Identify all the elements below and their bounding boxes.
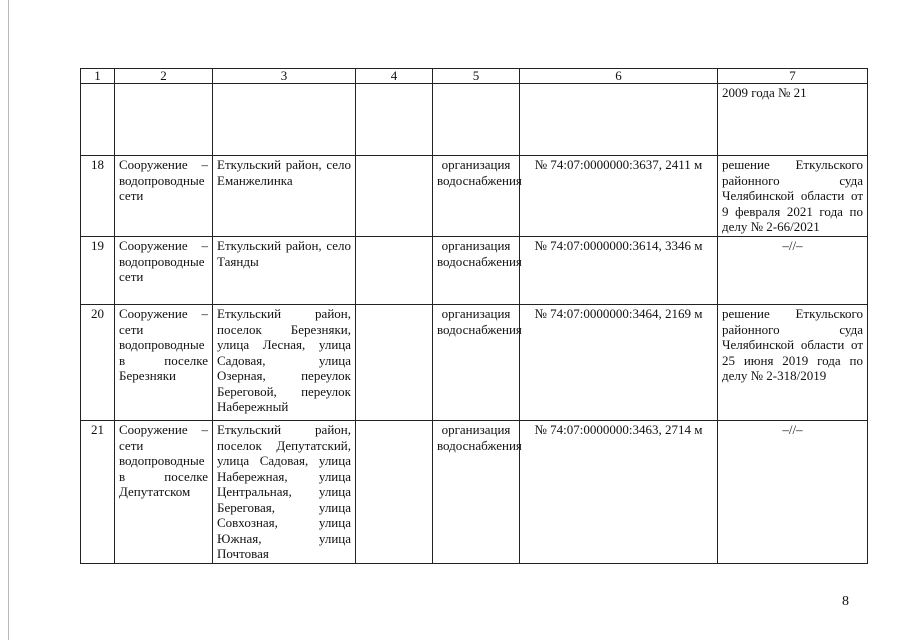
holder: организация водоснабжения bbox=[433, 237, 520, 305]
basis-document: решение Еткульского районного суда Челябинской области от 9 февраля 2021 года по делу № 2-66/2021 bbox=[718, 156, 868, 237]
holder: организация водоснабжения bbox=[433, 421, 520, 564]
object-name: Сооружение – сети водопроводные в поселке Березняки bbox=[115, 305, 213, 421]
column-4-cell bbox=[356, 237, 433, 305]
column-4-cell bbox=[356, 156, 433, 237]
cell-empty bbox=[213, 84, 356, 156]
holder: организация водоснабжения bbox=[433, 156, 520, 237]
header-cell-1: 1 bbox=[81, 69, 115, 84]
cell-empty bbox=[115, 84, 213, 156]
table-row bbox=[81, 237, 868, 305]
row-number: 21 bbox=[81, 421, 115, 564]
continuation-basis: 2009 года № 21 bbox=[718, 84, 868, 156]
basis-document: –//– bbox=[718, 237, 868, 305]
cadastral-number: № 74:07:0000000:3614, 3346 м bbox=[520, 237, 718, 305]
cell-empty bbox=[81, 84, 115, 156]
object-address: Еткульский район, поселок Березняки, улица Лесная, улица Садовая, улица Озерная, переулок Береговой, переулок Набережный bbox=[213, 305, 356, 421]
continuation-row bbox=[81, 84, 868, 156]
row-number: 18 bbox=[81, 156, 115, 237]
header-cell-2: 2 bbox=[115, 69, 213, 84]
object-address: Еткульский район, поселок Депутатский, улица Садовая, улица Набережная, улица Центральная, улица Береговая, улица Совхозная, улица Южная, улица Почтовая bbox=[213, 421, 356, 564]
page-margin-line bbox=[8, 0, 9, 640]
cadastral-number: № 74:07:0000000:3637, 2411 м bbox=[520, 156, 718, 237]
header-row bbox=[81, 69, 868, 84]
column-4-cell bbox=[356, 421, 433, 564]
registry-table bbox=[80, 68, 868, 564]
holder: организация водоснабжения bbox=[433, 305, 520, 421]
header-cell-3: 3 bbox=[213, 69, 356, 84]
header-cell-5: 5 bbox=[433, 69, 520, 84]
cell-empty bbox=[356, 84, 433, 156]
table-row bbox=[81, 156, 868, 237]
object-name: Сооружение – водопроводные сети bbox=[115, 156, 213, 237]
cadastral-number: № 74:07:0000000:3464, 2169 м bbox=[520, 305, 718, 421]
table-row bbox=[81, 305, 868, 421]
header-cell-4: 4 bbox=[356, 69, 433, 84]
header-cell-6: 6 bbox=[520, 69, 718, 84]
cadastral-number: № 74:07:0000000:3463, 2714 м bbox=[520, 421, 718, 564]
row-number: 20 bbox=[81, 305, 115, 421]
object-name: Сооружение – водопроводные сети bbox=[115, 237, 213, 305]
row-number: 19 bbox=[81, 237, 115, 305]
cell-empty bbox=[433, 84, 520, 156]
basis-document: решение Еткульского районного суда Челябинской области от 25 июня 2019 года по делу № 2-318/2019 bbox=[718, 305, 868, 421]
basis-document: –//– bbox=[718, 421, 868, 564]
object-address: Еткульский район, село Таянды bbox=[213, 237, 356, 305]
column-4-cell bbox=[356, 305, 433, 421]
table-row bbox=[81, 421, 868, 564]
cell-empty bbox=[520, 84, 718, 156]
object-address: Еткульский район, село Еманжелинка bbox=[213, 156, 356, 237]
object-name: Сооружение – сети водопроводные в поселке Депутатском bbox=[115, 421, 213, 564]
page-number: 8 bbox=[842, 594, 849, 609]
header-cell-7: 7 bbox=[718, 69, 868, 84]
